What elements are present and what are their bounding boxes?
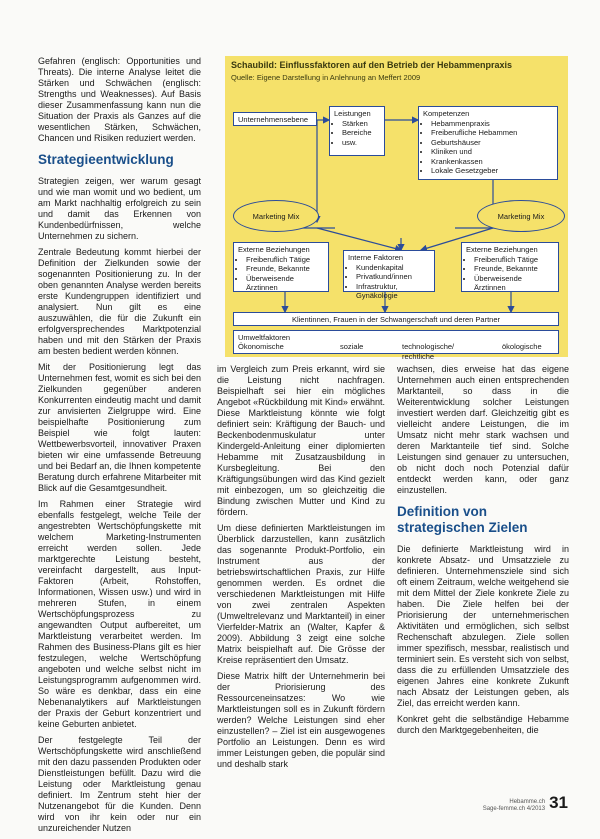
box-heading: Interne Faktoren (348, 253, 404, 262)
journal-info (483, 799, 545, 813)
oval-label: Marketing Mix (497, 211, 545, 221)
list-item: • Stärken (342, 119, 380, 129)
figure-source: Quelle: Eigene Darstellung in Anlehnung an Meffert 2009 (231, 73, 421, 82)
list-item: • Geburtshäuser (431, 138, 553, 148)
umwelt-item: soziale (340, 342, 364, 351)
box-heading: Umweltfaktoren (238, 333, 291, 342)
list-item: • Freiberufliche Hebammen (431, 128, 553, 138)
box-leistungen (329, 106, 385, 156)
page-footer (483, 793, 568, 813)
journal-issue: Sage-femme.ch 4/2013 (482, 806, 546, 812)
box-klientinnen (233, 312, 559, 326)
paragraph: Konkret geht die selbständige Hebamme durch den Marktgegebenheiten, die (397, 714, 569, 735)
box-heading: Externe Beziehungen (466, 245, 538, 254)
box-unternehmen (233, 112, 317, 126)
list-item: • Freunde, Bekannte (246, 264, 324, 274)
list-item: • Freiberuflich Tätige (246, 255, 324, 265)
list-item: • usw. (342, 138, 380, 148)
box-interne-faktoren (343, 250, 435, 300)
paragraph: Diese Matrix hilft der Unternehmerin bei der Priorisierung des Ressourceneinsatzes: Wo wie Marktleistungen soll es in Zukunft fördern werden? Welche Leistungen sind eher einzustellen? – Ziel ist ein ausgewogenes Portfolio an Leistungen. Denn es wird immer Leistungen geben, die populär sind und deshalb stark (217, 671, 385, 769)
paragraph: Um diese definierten Marktleistungen im Überblick darzustellen, kann zusätzlich das sogenannte Produkt-Portfolio, ein Instrument aus der betriebswirtschaftlichen Praxis, zur Hilfe genommen werden. Es ordnet die verschiedenen Marktleistungen mit Hilfe von zwei zentralen Aspekten (Umweltrelevanz und Marktanteil) in einer Vierfelder-Matrix an (Walter, Kapfer & 2009). Abbildung 3 zeigt eine solche Matrix beispielhaft auf. Die Grösse der Kreise repräsentiert den Umsatz. (217, 523, 385, 665)
oval-marketing-mix-right (477, 200, 565, 232)
list-item: • Hebammenpraxis (431, 119, 553, 129)
list-item: • Überweisende Ärztinnen (246, 274, 324, 293)
journal-name: Hebamme.ch (509, 799, 546, 805)
box-heading: Externe Beziehungen (238, 245, 310, 254)
box-externe-beziehungen-right (461, 242, 559, 292)
list-item: • Freunde, Bekannte (474, 264, 554, 274)
umwelt-item: Ökonomische (238, 342, 284, 351)
list-item: • Infrastruktur, Gynäkologie (356, 282, 430, 301)
list-item: • Freiberuflich Tätige (474, 255, 554, 265)
list-item: • Lokale Gesetzgeber (431, 166, 553, 176)
column-1 (38, 56, 201, 839)
paragraph: Die definierte Marktleistung wird in konkrete Absatz- und Umsatzziele zu definieren. Unternehmensziele sind sich oft einem Zeitraum, welche weitgehend sie mit dem Mittel der Ziele konkrete Ziele zu haben. Die Ziele helfen bei der Priorisierung der unternehmerischen Aktivitäten und ermöglichen, sich selbst Rechenschaft abzulegen. Ziele sollen immer spezifisch, messbar, realistisch und terminiert sein. Es versteht sich von selbst, dass die zu erfüllenden Umsatzziele des eigenen Jahres eine konkrete Zukunft nach Absatz der Leistungen geben, als Ziel, das erreicht werden kann. (397, 544, 569, 708)
intro-paragraph: Gefahren (englisch: Opportunities und Threats). Die interne Analyse leitet die Stärken und Schwächen (englisch: Strengths und Weaknesses). Auf Basis dieser Zusammenfassung kann nun die Situation der Praxis als Ganzes auf die wesentlichen Stärken, Schwächen, Chancen und Risiken reduziert werden. (38, 56, 201, 143)
figure-title: Schaubild: Einflussfaktoren auf den Betrieb der Hebammenpraxis (231, 60, 513, 70)
column-2 (217, 364, 385, 775)
paragraph: Mit der Positionierung legt das Unternehmen fest, womit es sich bei den Zielkunden gegenüber anderen Konkurrenten eindeutig macht und damit zur anvisierten Zielgruppe wird. Eine beispielhafte Positionierung zum Beispiel wie folgt lauten: Wettbewerbsvorteil, innovativer Praxen bieten wir eine umfassende Betreuung und bei Bedarf an, die Ihnen kompetente Beratung durch erfahrene Mitarbeiter mit Blick auf die Gesamtgesundheit. (38, 362, 201, 493)
box-label: Unternehmensebene (238, 115, 309, 124)
list-item: • Überweisende Ärztinnen (474, 274, 554, 293)
paragraph: Zentrale Bedeutung kommt hierbei der Definition der Zielkunden sowie der sogenannten Positionierung zu. In der oben genannten Analyse werden bereits erste Kundengruppen identifiziert und analysiert. Nun gilt es eine auszuwählen, die für die Zukunft ein erfolgversprechendes Marktpotenzial haben und mit den Stärken der Praxis am besten bedient werden können. (38, 247, 201, 356)
paragraph: Der festgelegte Teil der Wertschöpfungskette wird anschließend mit den dazu passenden Produkten oder Dienstleistungen befüllt. Dazu wird die Leistung oder Marktleistung genau definiert. Im Zentrum steht hier der Nutzenangebot für die Kunden. Denn wird von ihr kein oder nur ein unzureichender Nutzen (38, 735, 201, 833)
section-heading-goals: Definition von strategischen Zielen (397, 504, 528, 535)
list-item: • Kliniken und (431, 147, 553, 157)
paragraph: Strategien zeigen, wer warum gesagt und wie man womit und wo bedient, um am Markt nachhaltig erfolgreich zu sein und damit das Erkennen von Kundenbedürfnissen, welche Unternehmen zu sichern. (38, 176, 201, 241)
column-3 (397, 364, 569, 741)
oval-label: Marketing Mix (252, 211, 300, 221)
umwelt-item: technologische/ rechtliche (402, 342, 455, 361)
section-heading-strategy: Strategieentwicklung (38, 152, 174, 167)
umwelt-item: ökologische (502, 342, 542, 351)
box-externe-beziehungen-left (233, 242, 329, 292)
list-item: • Kundenkapital (356, 263, 430, 273)
paragraph: Im Rahmen einer Strategie wird ebenfalls festgelegt, welche Teile der angestrebten Wertschöpfungskette mit welchem Marketing-Instrumenten erreicht werden sollen. Jede marktgerechte Leistung besteht, vereinfacht dargestellt, aus Input-Faktoren (Arbeit, Rohstoffen, Informationen, Wissen usw.) und wird in mehreren Stufen, in einem Wertschöpfungsprozess zu angewandten Output aufbereitet, um Marktleistung verarbeitet werden. Im Rahmen des Business-Plans gilt es hier festzulegen, welche Wertschöpfung angeboten und welche selbst nicht im Leistungsprogramm aufgenommen wird. So wäre es denkbar, dass ein eine Nebenanalytikers auf Marktleistungen der Praxis der Geburt konzentriert und keine Geburten anbietet. (38, 499, 201, 729)
box-kompetenzen (418, 106, 558, 180)
box-umweltfaktoren (233, 330, 559, 361)
paragraph: wachsen, dies erweise hat das eigene Unternehmen auch einen entsprechenden Marktanteil, so dass in die Weiterentwicklung solcher Leistungen investiert werden darf. Gleichzeitig gibt es vielleicht andere Leistungen, die im Umsatz nicht mehr stark wachsen und deren Marktanteile tief sind. Solche Leistungen sind genauer zu untersuchen, ob nicht doch noch Potenzial dafür entdeckt werden kann, oder ganz einzustellen. (397, 364, 569, 495)
list-item: • Privatkund/innen (356, 272, 430, 282)
list-item: • Bereiche (342, 128, 380, 138)
oval-marketing-mix-left (233, 200, 319, 232)
list-item: • Krankenkassen (431, 157, 553, 167)
box-heading: Leistungen (334, 109, 371, 118)
paragraph: im Vergleich zum Preis erkannt, wird sie die Leistung nicht nachfragen. Beispielhaft sei hier ein mögliches Angebot «Rückbildung mit Kind» erwähnt. Diese Marktleistung könnte wie folgt definiert sein: Kräftigung der Bauch- und Beckenbodenmuskulatur unter Kindergeld-Anleitung einer diplomierten Hebamme mit Zusatzausbildung in Kursbegleitung. Bei den Kräftigungsübungen wird das Kind gezielt mit einbezogen, um so gleichzeitig die Bindung zwischen Mutter und Kind zu fördern. (217, 364, 385, 517)
box-heading: Kompetenzen (423, 109, 470, 118)
page-number: 31 (549, 793, 568, 812)
figure-diagram (225, 56, 568, 361)
box-label: Klientinnen, Frauen in der Schwangerschaft und deren Partner (291, 315, 501, 324)
